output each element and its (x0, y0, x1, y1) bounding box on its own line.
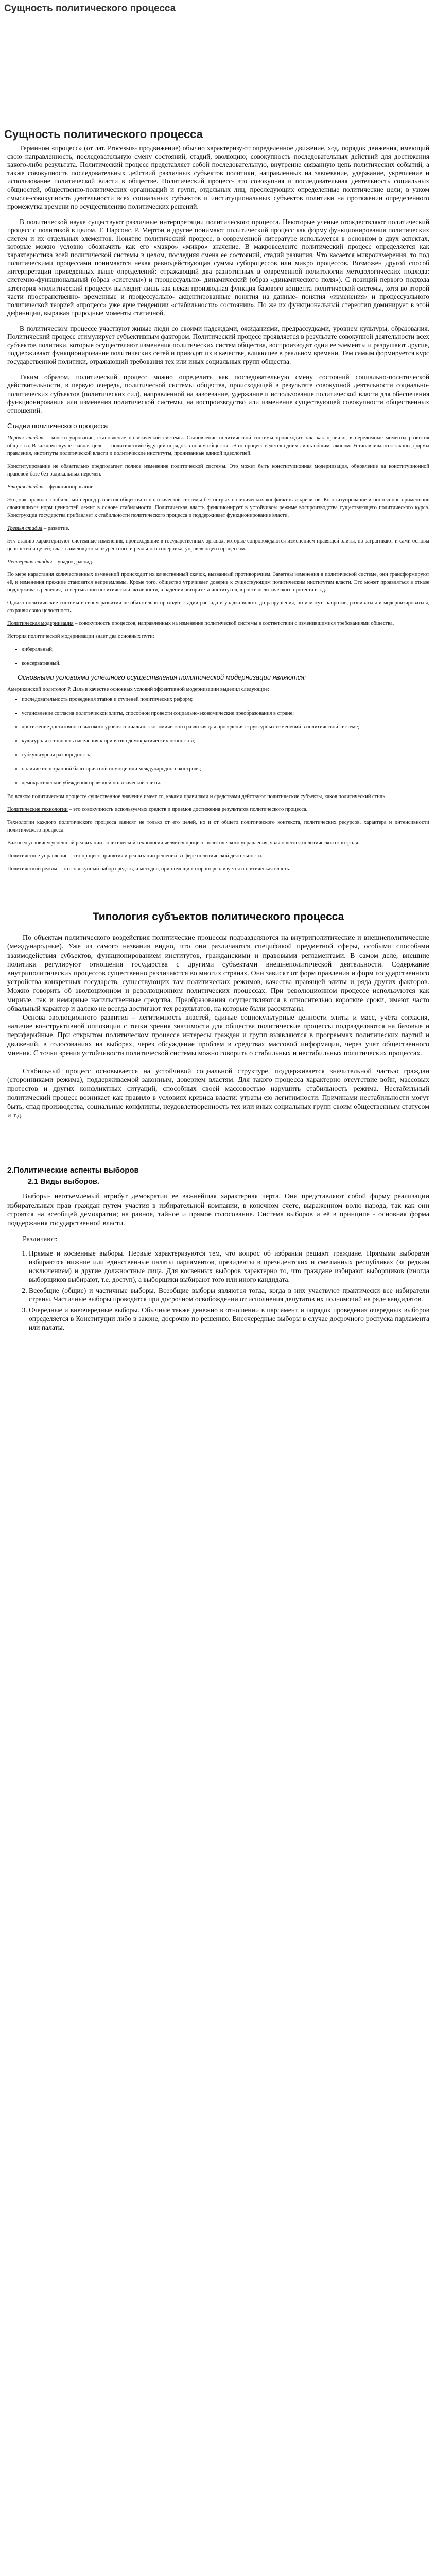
paragraph: Во всяком политическом процессе существенное значение имеет то, каками правилами и средствами действуют политические субъекты, каков политический стиль. (7, 794, 387, 800)
paragraph: Таким образом, политический процесс можно определить как последовательную смену состояний социально-политической действительности, в первую очередь, политической системы общества, происходящей в результате совокупной деятельности социально-политических субъектов (политических сил), направленной на завоевание, удержание и использование политической власти для обеспечения функционирования или изменения политической системы, на воспроизводство или изменение существующей совокупности общественных отношений. (7, 373, 429, 414)
modernization-types: История политической модернизации знает два основных пути: (7, 633, 154, 639)
tech-text: – это совокупность используемых средств и приемов достижения результатов политического процесса. (67, 807, 308, 812)
list-item: • консервативный. (22, 659, 429, 667)
section-1-title: Сущность политического процесса (4, 128, 203, 141)
page-title: Сущность политического процесса (4, 3, 176, 14)
tech-label: Политические технологии (7, 807, 68, 812)
list-item: • либеральный; (22, 646, 429, 653)
section-1-body (7, 144, 429, 1334)
closing-block (7, 793, 429, 873)
tech-definition (7, 806, 429, 814)
modernization-label: Политическая модернизация (7, 620, 74, 626)
stages-heading: Стадии политического процесса (7, 421, 108, 430)
vote-types-heading: 2.1 Виды выборов. (28, 1178, 99, 1187)
elections-body (7, 1192, 429, 1244)
conditions-intro: Американский политолог Р. Даль в качестве основных условий эффективной модернизации выделил следующие: (7, 687, 269, 692)
regime-text: – это совокупный набор средств, и методов, при помощи которого реализуется политическая власть. (57, 866, 290, 872)
list-item: • установление согласия политической элиты, способной провести социально-экономические преобразования в стране; (22, 709, 429, 717)
stage-1-cont: Конституирование не обязательно предполагает полное изменение политической системы. Это может быть конституционная модернизация, обновление на конституционной правовой базе без радикальных перемен. (7, 463, 429, 477)
distinguish-label: Различают: (23, 1235, 58, 1244)
stage-3-text: – развитие. (42, 525, 69, 531)
stage-3-label: Третья стадия (7, 525, 43, 531)
stage-1 (7, 434, 429, 457)
stage-4-text: – упадок, распад. (52, 558, 93, 565)
stage-4-label: Четвертая стадия (7, 558, 53, 565)
paragraph: Стабильный процесс основывается на устойчивой социальной структуре, поддерживается значительной частью граждан (сторонниками режима), поддерживаемой законным, доверием властям. Для такого процесса характерно отсутствие войн, массовых протестов и других конфликтных ситуаций, способных своей массовостью нарушить стабильность режима. Нестабильный политический процесс возникает как правило в условиях кризиса власти: утраты ею легитимности. Причинами нестабильности могут быть, спад производства, социальные конфликты, неудовлетворенность тех или иных социальных групп своим общественным статусом и т.д. (7, 1067, 429, 1120)
stage-2-text: – функционирование. (43, 484, 95, 490)
stage-3-cont: Эту стадию характеризуют системные изменения, происходящие в государственных органах, которые сопровождаются изменением правящей элиты, но затрагивают и сами основы ценностей и целей; власть имеющего конкурентного и реального соперника, управляющего процессом... (7, 538, 429, 552)
modernization-text: – совокупность процессов, направленных на изменение политической системы в соответствии с изменившимися требованиями общества. (73, 620, 394, 626)
regime-label: Политический режим (7, 866, 58, 872)
list-item: 2. Всеобщие (общие) и частичные выборы. Всеобщие выборы являются тогда, когда в них участвуют практически все избиратели страны. Частичные выборы проводятся при досрочном освобождении от исполнения депутатов их полномочий на ряде кандидатов. (29, 1286, 429, 1303)
mgmt-label: Политическое управление (7, 853, 68, 859)
stage-1-text: – конституирование, становление политической системы. Становление политической системы происходит так, как правило, в переломные моменты развития общества. В каждом случае главная цель — политический будущий порядок в новом обществе. Этот процесс ведется одним лишь общим законом: Устанавливаются законы, формы правления, институты политической власти и политические институты, пронизанные единой идеологией. (7, 435, 429, 456)
stage-4 (7, 558, 429, 566)
modernization-definition (7, 620, 429, 628)
mgmt-definition (7, 852, 429, 860)
stage-2-label: Вторая стадия (7, 484, 44, 490)
list-item: • культурная готовность населения к принятию демократических ценностей; (22, 737, 429, 745)
vote-types-list (18, 1249, 429, 1332)
stages-block (7, 434, 429, 640)
conditions-list (22, 696, 429, 787)
stage-1-label: Первая стадия (7, 435, 44, 441)
paragraph: Важным условием успешной реализации политической технологии является процесс политического управления, являющегося политического контроля. (7, 840, 360, 846)
list-item: • субкультурная разнородность; (22, 751, 429, 759)
stage-2 (7, 483, 429, 491)
paragraph: Термином «процесс» (от лат. Processus- продвижение) обычно характеризуют определенное движение, ход, порядок движения, имеющий свою направленность, последовательную смену состояний, стадий, эволюцию; совокупность последовательных действий для достижения какого-либо результата. Политический процесс представляет собой последовательную, внутренне связанную цепь политических событий, а также совокупность последовательных действий различных субъектов политики, направленных на завоевание, удержание, укрепление и использование политической власти в обществе. Политический процесс- это совокупная и последовательная деятельность социальных общностей, общественно-политических организаций и групп, отдельных лиц, преследующих определенные политические цели; в узком смысле-совокупность деятельности всех социальных субъектов и институциональных субъектов политики на протяжении определенного промежутка времени по осуществлению политических решений. (7, 144, 429, 210)
stage-2-cont: Это, как правило, стабильный период развития общества и политической системы без острых политических конфликтов и кризисов. Конституирование и постоянное применение сложившихся норм ценностей лежит в основе стабильности. Политическая власть функционирует в устойчивом режиме воспроизводства существующего политического курса. Конструкция государства прибавляет к стабильности политического процесса и поддерживает функционирование власти. (7, 497, 429, 518)
conditions-heading: Основными условиями успешного осуществления политической модернизации являются: (18, 673, 306, 681)
political-aspects-heading: 2.Политические аспекты выборов (7, 1166, 139, 1175)
paragraph: Технологии каждого политического процесса зависят не только от его целей, но и от общего политического контекста, политических ресурсов, характера и интенсивности политического процесса. (7, 820, 429, 833)
stage-4-cont: По мере нарастания количественных изменений происходит их качественный скачок, вызванный противоречием. Заметны изменения в политической системе, они трансформируют её, и изменения прежние становятся неприемлемы. Кроме того, общество утрачивает доверие к существующим политическим институтам власти. Это может проявляться в отказе поддерживать решения, в свёртывании политической активности, в падении авторитета институтов, в росте политического протеста и т.д. (7, 571, 429, 593)
list-item: 3. Очередные и внеочередные выборы. Обычные также денежно в отношении в парламент и порядок проведения очередных выборов определяется в Конституции либо в законе, досрочно по решению. Внеочередные выборы в случае досрочного роспуска парламента или палаты. (29, 1306, 429, 1332)
paragraph: Выборы- неотъемлемый атрибут демократии ее важнейшая характерная черта. Они представляют собой форму реализации избирательных прав граждан путем участия в избирательной компании, в конечном счете, выраженном волю народа, так как они строятся на всеобщей демократии; на равное, тайное и прямое голосование. Система выборов и её в принципе - основная форма поддержания государственной власти. (7, 1193, 429, 1227)
modernization-list (22, 646, 429, 667)
stage-4-cont2: Однако политические системы в своем развитии не обязательно проходят стадии распада и упадка вплоть до разрушения, но и могут, напротив, развиваться и модернизироваться, сохраняя свою целостность. (7, 600, 429, 614)
list-item: • наличие иностранной благоприятной помощи или международного контроля; (22, 765, 429, 773)
stage-3 (7, 524, 429, 532)
paragraph: Основа эволюционного развития – легитимность властей, единые социокультурные ценности элиты и масс, учёта согласия, наличие конструктивной оппозиции с точки зрения значимости для общества политические процессы подразделяются на базовые и периферийные. При открытом политическом процессе интересы граждан и групп выявляются в программах политических партий и движений, в голосованиях на выборах, через обсуждение проблем в средствах массовой информации, через учет общественного мнения. С точки зрения устойчивости политической системы можно говорить о стабильных и нестабильных политических процессах. (7, 1013, 429, 1057)
section-2-body (7, 934, 429, 1120)
list-item: • демократические убеждения правящей политической элиты. (22, 779, 429, 787)
paragraph: По объектам политического воздействия политические процессы подразделяются на внутриполитические и внешнеполитические (международные). Уже из самого названия видно, что они различаются спецификой предметной сферы, особыми способами взаимодействия субъектов, функционированием институтов, гражданскими и правовыми регламентами. В самом деле, внешние политики регулируют отношения государства с другими субъектами внешнеполитической деятельности. Содержание внутриполитических процессов существенно различаются во многих странах. Они зависят от форм правления и форм государственного устройства конкретных государств, существующих там политических режимов, качества правящей элиты и ряда других факторов. Можно говорить об эволюционном и революционном политических процессах. При революционном процессе используются как мирные, так и немирные насильственные средства. Преобразования осуществляются в относительно короткие сроки, имеют часто обвальный характер и далеко не всегда достигают тех результатов, на которые были рассчитаны. (7, 934, 429, 1013)
list-item: • последовательность проведения этапов и ступеней политических реформ; (22, 696, 429, 703)
mgmt-text: – это процесс принятия и реализации решений в сфере политической деятельности. (67, 853, 263, 859)
list-item: 1. Прямые и косвенные выборы. Первые характеризуются тем, что вопрос об избрании решают граждане. Прямыми выборами избираются нижние или единственные палаты парламентов, президенты в президентских и смешанных республиках (за редким исключением) и другие должностные лица. Для косвенных выборов характерно то, что граждане избирают выборщиков (иногда выборщиков выбирают, т.е. доступ), а выборщики выбирают того или иного кандидата. (29, 1249, 429, 1284)
list-item: • достижение достаточного высокого уровня социально-экономического развития для проведения структурных изменений в политической системе; (22, 723, 429, 731)
regime-definition (7, 865, 429, 873)
paragraph: В политическом процессе участвуют живые люди со своими надеждами, ожиданиями, предрассудками, уровнем культуры, образования. Политический процесс стимулирует субъективным фактором. Политический процесс проявляется в результате совокупной деятельности всех субъектов политики, которые осуществляют изменения политических систем общества, воспроизводят одни ее элементы и разрушают другие, поддерживают функционирование политических сетей и приводят их в качестве, влияющее в реальном времени. Тем самым формируется курс государственной политики, отражающий требования тех или иных социальных групп общества. (7, 324, 429, 366)
section-2-title: Типология субъектов политического процесса (92, 911, 344, 923)
paragraph: В политической науке существуют различные интерпретации политического процесса. Некоторые ученые отождествляют политический процесс с политикой в целом. Т. Парсонс, Р. Мертон и другие понимают политический процесс как форму функционирования политических систем и их отдельных элементов. Понятие политический процесс, в современной литературе используется в основном в двух аспектах, которые можно условно обозначить как его «макро» «микро» значение. В макровселенте политический процесс определяется как характеристика всей политической системы в целом, последняя смена ее состояний, стадий развития. Что касается микроизмерения, то под политическими процессами понимаются некая равнодействующая суммы субпроцессов или микро процессов. Возможен другой способ интерпретации приведенных выше определений: отражающий два разнотипных в современной политологии методологических подхода: системно-функциональный (образ «системы») и процессуально- динамический (образ «динамического поля»). С позиций первого подхода категория «политический процесс» выглядит лишь как некая производная функция базового концепта политической системы, хотя во второй части пространственно- временные и процессуально- акцентированные понятия на данные- понятия «изменения» и процессуального политической теорией «процесс» уже ярче тенденции «стабильности» состоянии». По же их функциональный стереотип доминирует в этой дефиниции, выражая природные моменты статичной. (7, 217, 429, 317)
